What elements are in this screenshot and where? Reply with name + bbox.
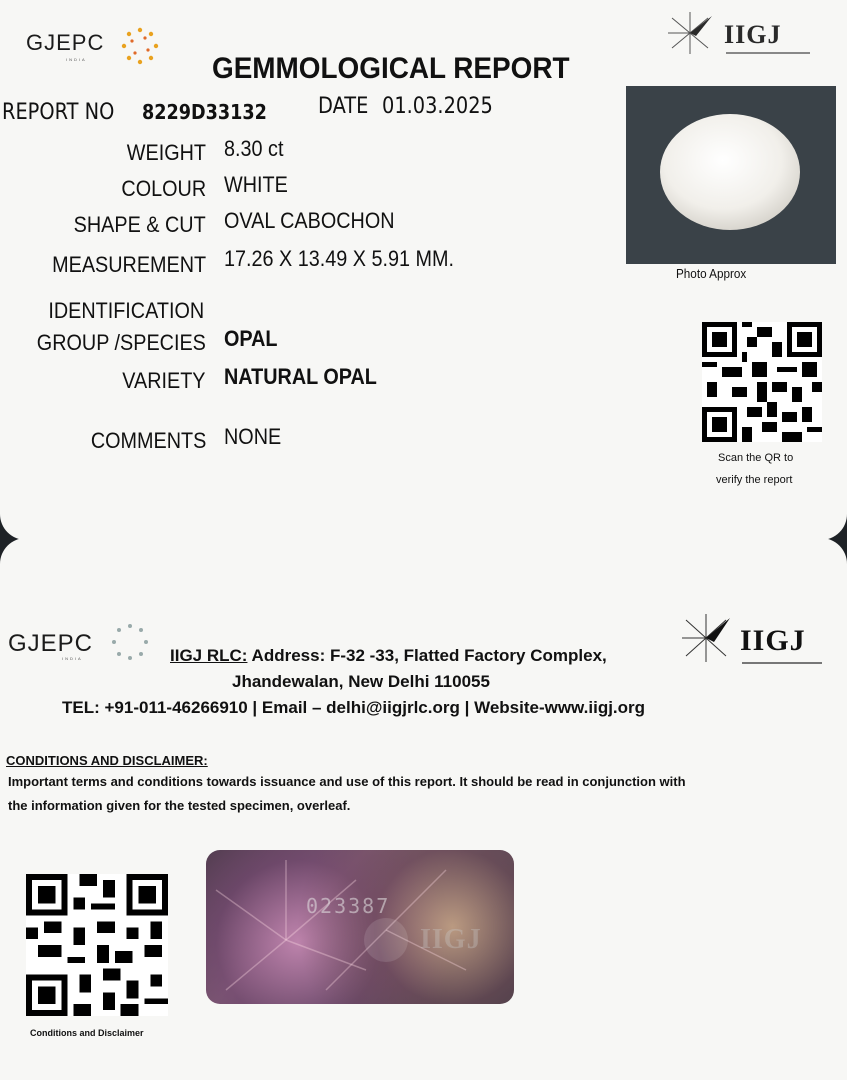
iigj-logo-text: IIGJ — [724, 20, 782, 49]
weight-label: WEIGHT — [126, 140, 206, 165]
comments-value: NONE — [224, 424, 282, 449]
shape-cut-value: OVAL CABOCHON — [224, 208, 395, 233]
measurement-label: MEASUREMENT — [51, 252, 206, 277]
colour-value: WHITE — [224, 172, 288, 197]
group-species-value: OPAL — [224, 326, 278, 351]
measurement-value: 17.26 X 13.49 X 5.91 MM. — [224, 246, 455, 271]
opal-cabochon-image — [626, 86, 836, 264]
gjepc-sunburst-icon — [108, 620, 152, 664]
identification-label: IDENTIFICATION — [48, 298, 204, 323]
gjepc-logo-text: GJEPC — [8, 630, 94, 657]
report-title: GEMMOLOGICAL REPORT — [212, 52, 570, 85]
photo-caption: Photo Approx — [676, 266, 747, 281]
colour-label: COLOUR — [121, 176, 206, 201]
variety-value: NATURAL OPAL — [224, 364, 377, 389]
verify-qr-code[interactable] — [702, 322, 822, 442]
qr-code-icon — [26, 874, 168, 1016]
iigj-logo-text: IIGJ — [740, 624, 806, 657]
date-value: 01.03.2025 — [382, 94, 493, 119]
gjepc-logo-subtext: INDIA — [62, 656, 83, 661]
address-text: Address: F-32 -33, Flatted Factory Complex, — [251, 646, 607, 665]
gjepc-sunburst-icon — [118, 24, 162, 68]
shape-cut-label: SHAPE & CUT — [73, 212, 206, 237]
conditions-qr-caption: Conditions and Disclaimer — [30, 1028, 144, 1038]
gjepc-logo-subtext: INDIA — [66, 57, 87, 62]
group-species-label: GROUP /SPECIES — [36, 330, 206, 355]
address-label: IIGJ RLC: — [170, 646, 248, 665]
address-line-2: Jhandewalan, New Delhi 110055 — [232, 672, 490, 691]
iigj-logo-underline — [726, 52, 810, 54]
address-line-1 — [170, 646, 607, 666]
date-label: DATE — [318, 94, 369, 119]
report-no-label: REPORT NO — [2, 100, 115, 125]
variety-label: VARIETY — [122, 368, 206, 393]
conditions-text-line1: Important terms and conditions towards issuance and use of this report. It should be read in conjunction with — [8, 774, 686, 789]
contact-info: TEL: +91-011-46266910 | Email – delhi@iigjrlc.org | Website-www.iigj.org — [62, 698, 646, 717]
comments-label: COMMENTS — [90, 428, 206, 453]
hologram-serial-number: 023387 — [306, 894, 391, 918]
security-hologram — [206, 850, 514, 1004]
iigj-logo-underline — [742, 662, 822, 664]
iigj-logo — [660, 8, 782, 63]
weight-value: 8.30 ct — [224, 136, 284, 161]
gjepc-logo-back — [8, 630, 94, 661]
gjepc-logo — [26, 30, 105, 62]
qr-code-icon — [702, 322, 822, 442]
report-no-value: 8229D33132 — [142, 100, 267, 124]
conditions-heading: CONDITIONS AND DISCLAIMER: — [6, 753, 208, 768]
gjepc-logo-text: GJEPC — [26, 30, 105, 55]
conditions-text-line2: the information given for the tested specimen, overleaf. — [8, 798, 351, 813]
qr-caption-line1: Scan the QR to — [718, 452, 794, 464]
conditions-qr-code[interactable] — [26, 874, 168, 1016]
iigj-star-icon — [660, 8, 720, 58]
hologram-brand: IIGJ — [420, 924, 482, 955]
gem-photo — [626, 86, 836, 264]
qr-caption-line2: verify the report — [716, 474, 793, 486]
report-back-card — [0, 538, 847, 1080]
iigj-logo-back — [676, 608, 806, 673]
iigj-star-icon — [676, 608, 736, 668]
